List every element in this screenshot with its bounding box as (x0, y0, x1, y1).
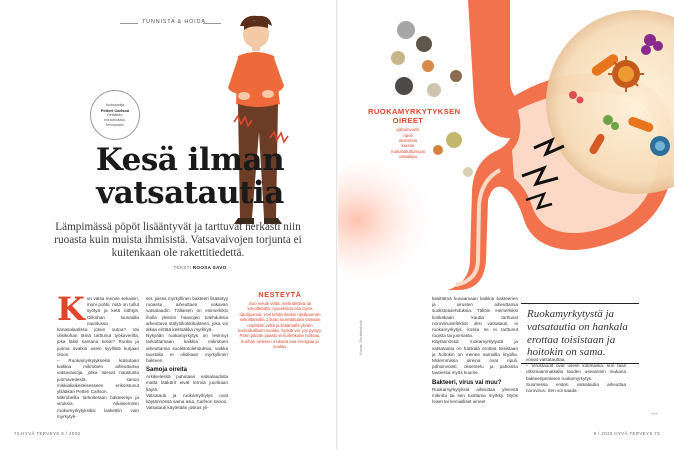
expert-badge (90, 90, 140, 140)
body-column-3 (432, 296, 518, 405)
expert-line-1: Ylelääkäri, (106, 112, 124, 117)
symptom-4: kuume (401, 143, 415, 149)
photo-credit: Kuvat: Shutterstock (358, 320, 363, 355)
pull-quote (521, 303, 639, 364)
paragraph: käsittämä kuvaamaan kaikkia bakteerien ja virusten aiheuttamia suolistotulehduksia. Tällöin esimerkiksi koskekaan kautta tarttuvat noroviirusinfektiot olisi vatsatauti, ei ruokamyrkytys, koska se ei tarttunut ruoista tai juomasta. (432, 296, 518, 339)
section-label: TUNNISTA & HOIDA (142, 19, 206, 25)
title-line-1: Kesä ilman (95, 142, 285, 178)
byline (130, 265, 270, 270)
article-lede: Lämpimässä pöpöt lisääntyvät ja tarttuvat herkästi niin ruoasta kuin muista ihmisistä. Vatsavaivojen torjunta ei kuitenkaan ole rakettitiedettä. (54, 221, 302, 260)
paragraph: Vatsatauti ja ruokamyrkytys ovat käytännössä sama asia, Carlson sanoo. (146, 392, 228, 405)
paragraph: voivat vatsatauttaa. (526, 357, 566, 362)
section-rule-right (203, 23, 221, 24)
symptom-1: pahoinvointi (396, 127, 420, 133)
expert-name: Petteri Carlson (100, 107, 130, 113)
sidebar-title: NESTEYTÄ (258, 290, 302, 299)
paragraph: – Ruokamyrkytykseksi kutsutaan kaikkia mikrobien aiheuttamia vatsavaivoja, jotka tulevat nautitusta juomavedestä, sanoo mikkialiaikeiteisesseen erikoistunut ylilääkäri Petteri Carlson. (57, 358, 139, 395)
expert-line-2: mikrobiolokki, (104, 117, 126, 122)
drop-cap: K (57, 290, 85, 328)
hydration-sidebar (238, 290, 322, 402)
paragraph: Ruokamyrkytyksiä aiheuttaa yleensä mikrobi tai sen tuottama myrkky. Myös loiset tai kemialliset aineet (432, 386, 518, 405)
subheading: Samoja oireita (146, 367, 188, 374)
symptom-3: oksentelu (398, 138, 418, 143)
pull-quote-text: Ruokamyrkytystä ja vatsatautia on hankala erottaa toisistaan ja hoitokin on sama. (527, 308, 628, 359)
byline-prefix: TEKSTI (173, 265, 192, 270)
article-title (90, 144, 290, 210)
sidebar-text: Suo neluiti vettä, mehuttettiva tai kovottetuttä. Ajoeeksina osa myös ripulijuomia. Voit tehdä itsekin ripulijuoman sekoittamalla 1 litran luurettatuuta samaan määrään vettä ja lisäämällä yhden teelusikallisen suolaa. Syödä voi, jos pystyy. Parin päivän paasto ei kuitenkaan hoitoaa, kunhan nesteen mukana saa energiaa ja suolaa. (238, 301, 322, 350)
body-column-1 (57, 290, 139, 420)
paragraph: Suomessa eniten vatsatautia aiheuttaa norovirus. Sen voi saada (526, 381, 626, 394)
body-column-4 (526, 357, 626, 394)
paragraph: Vatsatauti käytetään joskus yli- (146, 405, 209, 411)
paragraph: Nykyään ruokamyrkytys on levinnyt tarkoittamaan kaikkia mikrobien aiheuttamia suolistotulehduksia, vaikka taustalla ei olisikaan myrkyllinen bakteeri. (146, 333, 228, 364)
symptom-5: ruokahaluttomuus (390, 148, 426, 154)
folio-right: 6 / 2020 HYVÄ TERVEYS 73 (593, 431, 660, 436)
paragraph: Käytännössä ruokamyrkytystä ja vatsatautia on hankala erottaa toisistaan ja hoitokin on menee samoilla linjoilla. Molemmissa oireina ovat ripuli, pahoinvointi, oksentelu ja pahoissa tautiessa myös kuume. (432, 339, 518, 376)
section-rule-left (120, 23, 138, 24)
pain-zigzag-icon (232, 112, 254, 134)
paragraph: Mikrobeilla tarkoitetaan bakteereja ja viruksia. Aikaisemmin ruokamyrkytyksiksi laskettiin vain myrkytyk- (57, 395, 139, 419)
symptoms-callout (368, 107, 461, 160)
continue-mark: »»» (651, 411, 658, 416)
folio-left: 72 HYVÄ TERVEYS 6 / 2020 (14, 431, 81, 436)
paragraph: set, joissa myrkyllinen bakteeri lisääntyy ruoassa aiheuttaen vakavan vatsataudin. Tällaisen on esimerkiksi iholla yleinen haavojen tulehduksia aiheuttava stafylokokkibakteeri, joka voi alkaa erittää keittoäkka myrkkyä. (146, 296, 228, 333)
paragraph: un vatsa menee sekaisin, moni pohtii, mitä on tullut syötyä ja ketä nähtyä. Olikohan lounaalla nautitussa kanasalaatissa jotain outoa? Vai olisikohan tämä tarttunut työkaverilta, joka läksi samana kotiin? Ruoka ja juoma ovatkin usein syyllisiä kurjaan oloon. (57, 296, 139, 357)
symptom-6: vatsakipu (398, 154, 418, 160)
body-column-2 (146, 296, 228, 411)
callout-title: RUOKAMYRKYTYKSEN OIREET (368, 107, 461, 125)
byline-author: ROOSA SAVO (192, 265, 227, 270)
paragraph: Arkikielessä puhutaan vatsataudista matta lääkärit eivät termiä juurikaan käytä. (146, 374, 228, 392)
expert-line-3: Terveystalo. (105, 122, 125, 127)
paragraph: – Virustaudit ovat useiin kotimaisia, kun taas ulkomaanmatkalla tauden useammin mukana bakteeriperäinen ruokamyrkytys. (526, 363, 626, 381)
symptom-2: ripuli (403, 132, 413, 138)
subheading: Bakteeri, virus vai muu? (432, 379, 502, 386)
expert-role: Asiantuntija (105, 102, 125, 107)
title-line-2: vatsatautia (96, 175, 284, 211)
